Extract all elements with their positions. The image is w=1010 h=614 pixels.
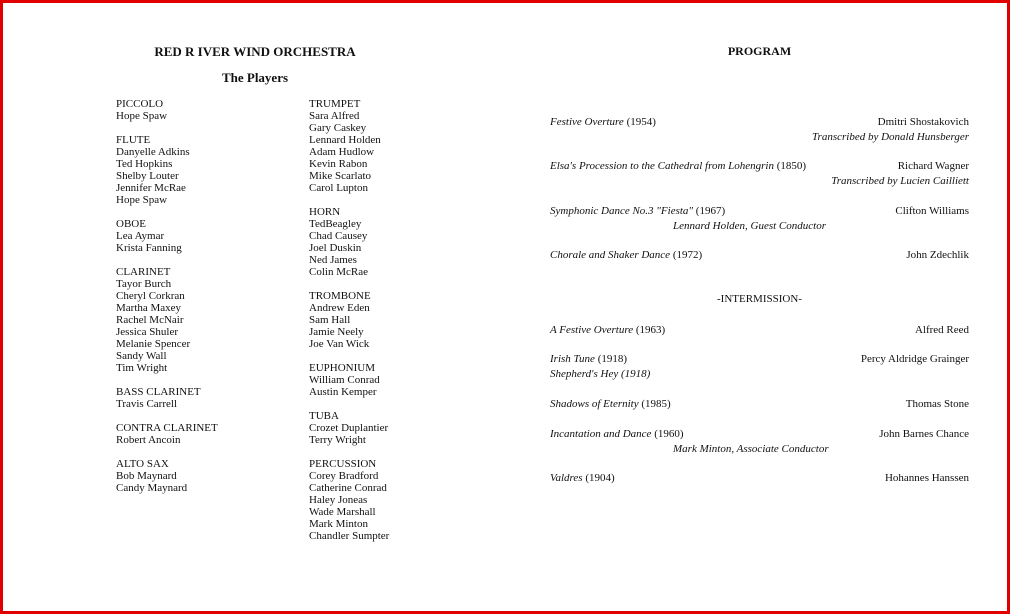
piece-composer: John Zdechlik — [906, 249, 969, 261]
player-name: Joel Duskin — [309, 242, 362, 254]
piece-title: Symphonic Dance No.3 "Fiesta" — [550, 205, 694, 217]
intermission-label: -INTERMISSION- — [717, 293, 802, 305]
roster-column-right — [309, 98, 389, 554]
player-name: Andrew Eden — [309, 302, 370, 314]
section-heading: PICCOLO — [116, 98, 164, 110]
player-name: Shelby Louter — [116, 170, 179, 182]
player-name: Sandy Wall — [116, 350, 167, 362]
section-trombone — [309, 290, 389, 350]
section-heading: TRUMPET — [309, 98, 361, 110]
piece-composer: John Barnes Chance — [879, 428, 969, 440]
piece-title: Irish Tune — [550, 353, 595, 365]
player-name: Catherine Conrad — [309, 482, 387, 494]
player-name: Sam Hall — [309, 314, 351, 326]
piece-year: (1954) — [623, 116, 656, 128]
piece-composer: Clifton Williams — [895, 205, 969, 217]
piece-title: Elsa's Procession to the Cathedral from Lohengrin — [550, 160, 774, 172]
program-piece — [550, 397, 969, 412]
piece-title: Incantation and Dance — [550, 428, 652, 440]
section-tuba — [309, 410, 389, 446]
player-name: Jessica Shuler — [116, 326, 179, 338]
section-percussion — [309, 458, 389, 542]
player-name: Tayor Burch — [116, 278, 172, 290]
piece-composer: Thomas Stone — [905, 398, 969, 410]
piece-title: Chorale and Shaker Dance — [550, 249, 671, 261]
piece-title: Shadows of Eternity — [550, 398, 639, 410]
program-piece — [550, 323, 969, 338]
player-name: Ned James — [309, 254, 357, 266]
section-heading: FLUTE — [116, 134, 151, 146]
player-name: Crozet Duplantier — [309, 422, 389, 434]
piece-title: Valdres — [550, 472, 583, 484]
player-name: Krista Fanning — [116, 242, 182, 254]
section-horn — [309, 206, 389, 278]
player-name: Candy Maynard — [116, 482, 188, 494]
player-name: Danyelle Adkins — [116, 146, 190, 158]
player-name: Ted Hopkins — [116, 158, 173, 170]
player-name: Mike Scarlato — [309, 170, 372, 182]
piece-conductor: Mark Minton, Associate Conductor — [673, 443, 829, 455]
piece-year: (1850) — [773, 160, 807, 172]
piece-credit: Transcribed by Lucien Cailliett — [831, 175, 969, 187]
section-euphonium — [309, 362, 389, 398]
player-name: Chad Causey — [309, 230, 368, 242]
orchestra-title: RED R IVER WIND ORCHESTRA — [154, 44, 356, 59]
section-heading: CONTRA CLARINET — [116, 422, 218, 434]
player-name: Sara Alfred — [309, 110, 360, 122]
section-heading: TUBA — [309, 410, 339, 422]
piece-year: (1963) — [633, 324, 666, 336]
piece-year: (1918) — [594, 353, 628, 365]
player-name: Robert Ancoin — [116, 434, 181, 446]
player-name: TedBeagley — [309, 218, 362, 230]
player-name: Hope Spaw — [116, 194, 168, 206]
player-name: Lea Aymar — [116, 230, 165, 242]
player-name: Adam Hudlow — [309, 146, 375, 158]
program-piece — [550, 115, 969, 145]
player-name: William Conrad — [309, 374, 380, 386]
section-contra-clarinet — [116, 422, 218, 446]
player-name: Travis Carrell — [116, 398, 178, 410]
player-name: Carol Lupton — [309, 182, 368, 194]
piece-year: (1972) — [670, 249, 703, 261]
player-name: Haley Joneas — [309, 494, 368, 506]
section-oboe — [116, 218, 218, 254]
player-name: Gary Caskey — [309, 122, 367, 134]
piece-year: (1985) — [638, 398, 671, 410]
program-piece — [550, 204, 969, 234]
section-heading: CLARINET — [116, 266, 171, 278]
program-title: PROGRAM — [727, 44, 792, 58]
section-piccolo — [116, 98, 218, 122]
piece-composer: Percy Aldridge Grainger — [860, 353, 969, 365]
piece-title: A Festive Overture — [550, 324, 634, 336]
section-heading: HORN — [309, 206, 341, 218]
player-name: Bob Maynard — [116, 470, 177, 482]
player-name: Martha Maxey — [116, 302, 182, 314]
player-name: Corey Bradford — [309, 470, 379, 482]
section-flute — [116, 134, 218, 206]
piece-composer: Richard Wagner — [897, 160, 969, 172]
section-trumpet — [309, 98, 389, 194]
player-name: Austin Kemper — [309, 386, 377, 398]
player-name: Chandler Sumpter — [309, 530, 390, 542]
piece-second-title: Shepherd's Hey (1918) — [550, 368, 651, 380]
player-name: Tim Wright — [116, 362, 168, 374]
player-name: Jennifer McRae — [116, 182, 186, 194]
section-heading: EUPHONIUM — [309, 362, 375, 374]
piece-year: (1904) — [582, 472, 615, 484]
program-piece — [550, 427, 969, 457]
player-name: Wade Marshall — [309, 506, 376, 518]
piece-composer: Alfred Reed — [914, 324, 969, 336]
piece-credit: Transcribed by Donald Hunsberger — [812, 131, 969, 143]
player-name: Rachel McNair — [116, 314, 184, 326]
player-name: Terry Wright — [309, 434, 366, 446]
section-heading: PERCUSSION — [309, 458, 377, 470]
piece-year: (1967) — [693, 205, 726, 217]
program-piece — [550, 471, 969, 486]
section-heading: ALTO SAX — [116, 458, 169, 470]
player-name: Hope Spaw — [116, 110, 168, 122]
program-piece — [550, 352, 969, 382]
section-bass-clarinet — [116, 386, 218, 410]
player-name: Mark Minton — [309, 518, 368, 530]
piece-composer: Dmitri Shostakovich — [877, 116, 969, 128]
player-name: Melanie Spencer — [116, 338, 191, 350]
section-heading: BASS CLARINET — [116, 386, 201, 398]
player-name: Jamie Neely — [309, 326, 364, 338]
player-name: Cheryl Corkran — [116, 290, 185, 302]
player-name: Colin McRae — [309, 266, 368, 278]
piece-year: (1960) — [651, 428, 684, 440]
player-name: Lennard Holden — [309, 134, 381, 146]
piece-conductor: Lennard Holden, Guest Conductor — [673, 220, 826, 232]
section-heading: TROMBONE — [309, 290, 371, 302]
section-heading: OBOE — [116, 218, 146, 230]
player-name: Joe Van Wick — [309, 338, 370, 350]
program-piece — [550, 159, 969, 189]
players-heading: The Players — [221, 70, 289, 85]
piece-title: Festive Overture — [550, 116, 624, 128]
program-piece — [550, 248, 969, 263]
section-alto-sax — [116, 458, 218, 494]
section-clarinet — [116, 266, 218, 374]
roster-column-left — [116, 98, 218, 506]
piece-composer: Hohannes Hanssen — [884, 472, 969, 484]
player-name: Kevin Rabon — [309, 158, 368, 170]
